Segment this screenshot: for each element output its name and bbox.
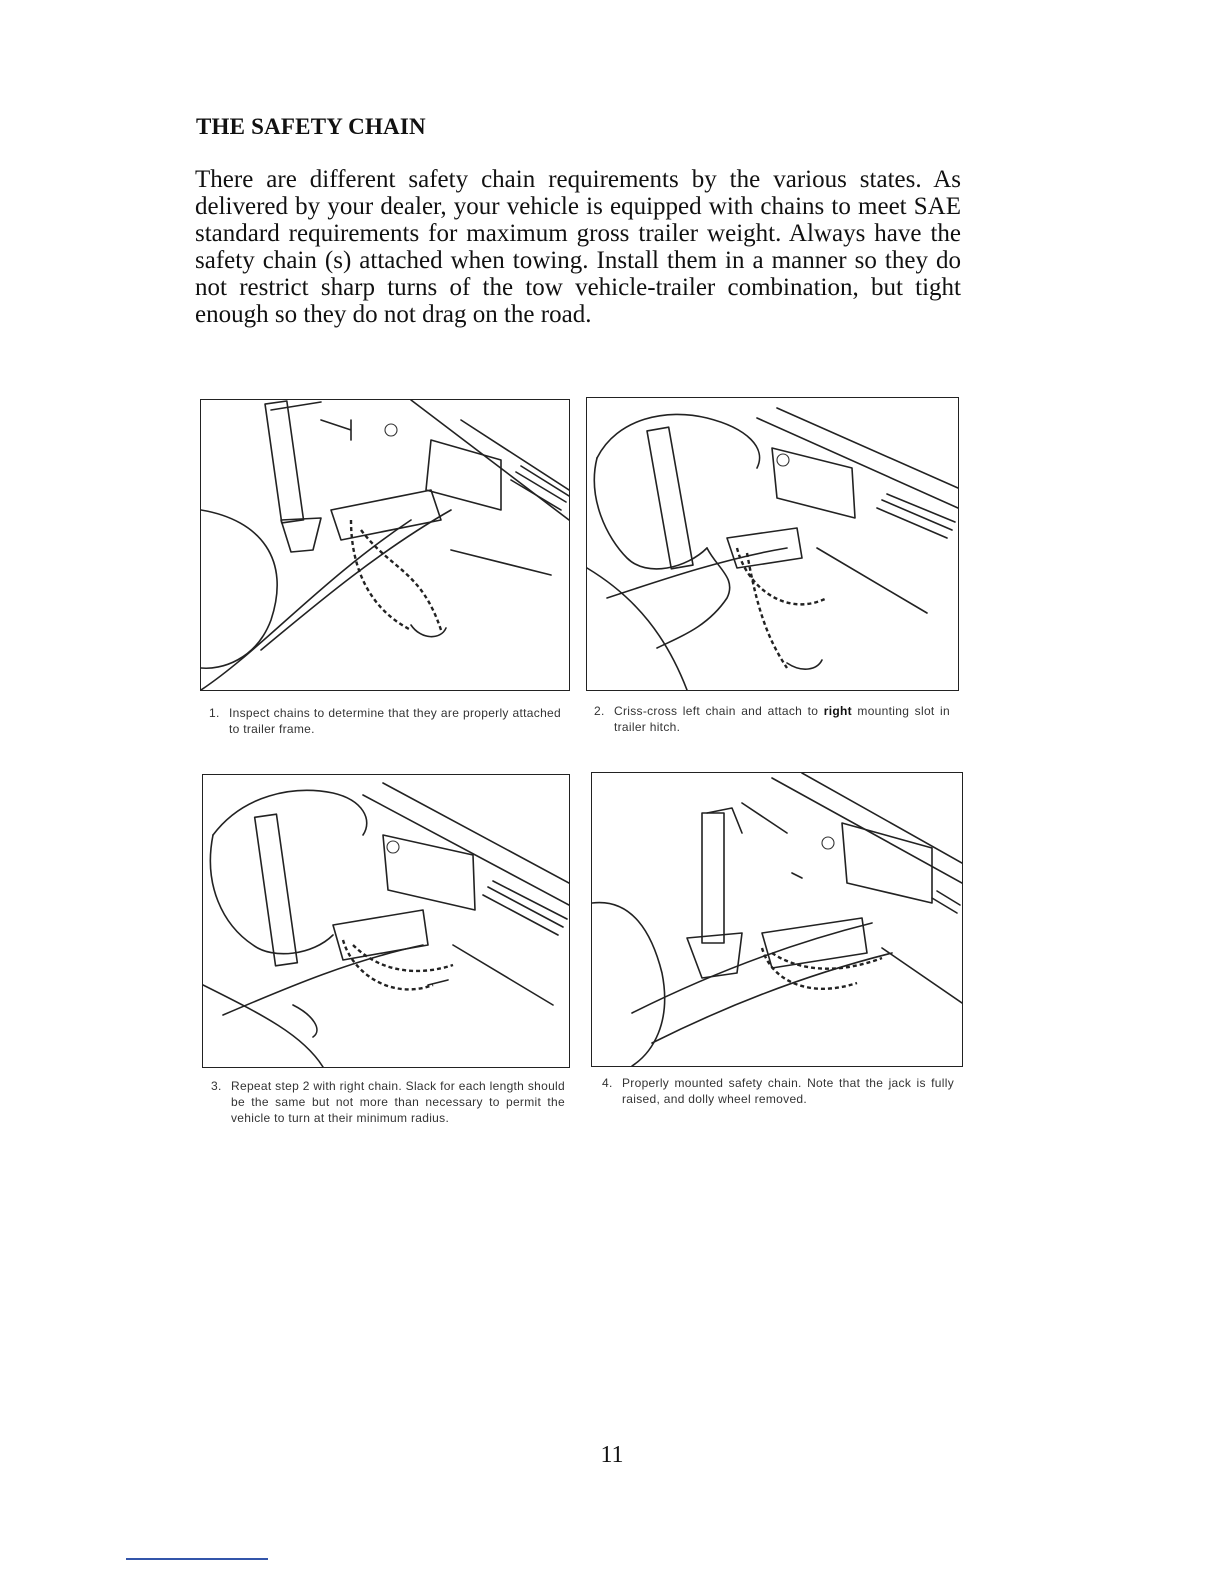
figure-2-illustration	[586, 397, 959, 691]
figure-3-text: Repeat step 2 with right chain. Slack for each length should be the same but not more than necessary to permit the vehicle to turn at their minimum radius.	[231, 1079, 565, 1125]
figure-1-caption	[209, 705, 561, 737]
figure-1-illustration	[200, 399, 570, 691]
section-heading: THE SAFETY CHAIN	[196, 114, 426, 139]
figure-2-text-bold: right	[823, 704, 852, 718]
figure-3-number: 3.	[211, 1079, 222, 1093]
figure-4-illustration	[591, 772, 963, 1067]
figure-2-number: 2.	[594, 704, 605, 718]
figure-4-number: 4.	[602, 1076, 613, 1090]
figure-3-caption	[211, 1078, 565, 1126]
chain-crisscross-illustration-icon	[587, 398, 958, 690]
chain-inspection-illustration-icon	[201, 400, 569, 690]
figure-4-text: Properly mounted safety chain. Note that the jack is fully raised, and dolly wheel removed.	[622, 1076, 954, 1106]
figure-4-caption	[602, 1075, 954, 1107]
figure-2-caption	[594, 703, 950, 735]
figure-3-illustration	[202, 774, 570, 1068]
page-number: 11	[600, 1442, 624, 1468]
intro-paragraph: There are different safety chain requirements by the various states. As delivered by your dealer, your vehicle is equipped with chains to meet SAE standard requirements for maximum gross trailer weight. Always have the safety chain (s) attached when towing. Install them in a manner so they do not restrict sharp turns of the tow vehicle-trailer combination, but tight enough so they do not drag on the road.	[195, 166, 961, 328]
right-chain-illustration-icon	[203, 775, 569, 1067]
figure-2-text-start: Criss-cross left chain and attach to	[614, 704, 824, 718]
figure-1-text: Inspect chains to determine that they are properly attached to trailer frame.	[229, 706, 561, 736]
footer-rule	[126, 1558, 268, 1560]
figure-2-text-end: mounting slot in trailer hitch.	[614, 704, 950, 734]
figure-1-number: 1.	[209, 706, 220, 720]
mounted-chain-illustration-icon	[592, 773, 962, 1066]
